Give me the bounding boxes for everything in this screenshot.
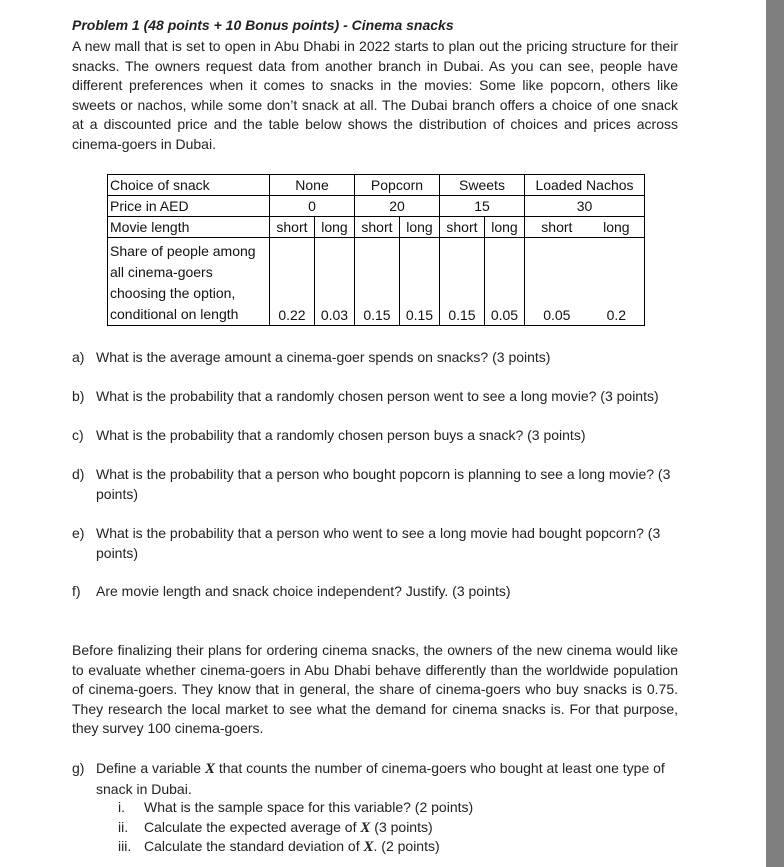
share-cell: 0.03 bbox=[314, 238, 354, 326]
viewer-scrollbar[interactable] bbox=[766, 0, 784, 867]
sub-text: What is the sample space for this variable? (2 points) bbox=[144, 799, 474, 815]
question-label: b) bbox=[72, 388, 85, 404]
sub-question-iii bbox=[118, 837, 440, 858]
share-cell: 0.15 bbox=[399, 238, 439, 326]
question-text: What is the probability that a randomly chosen person buys a snack? (3 points) bbox=[96, 427, 586, 443]
sub-text-post: (3 points) bbox=[370, 819, 433, 835]
length-cell: long bbox=[589, 217, 645, 238]
sub-text: Calculate the expected average of bbox=[144, 819, 361, 835]
price-sweets: 15 bbox=[440, 196, 525, 217]
g-text-pre: Define a variable bbox=[96, 760, 205, 776]
question-text bbox=[96, 759, 676, 799]
problem-subtitle: Cinema snacks bbox=[351, 17, 454, 33]
price-loaded-nachos: 30 bbox=[525, 196, 645, 217]
table-row-price bbox=[108, 196, 645, 217]
sub-question-ii bbox=[118, 818, 433, 839]
question-label: g) bbox=[72, 760, 85, 776]
question-label: c) bbox=[72, 427, 84, 443]
option-popcorn: Popcorn bbox=[355, 175, 440, 196]
variable-x: X bbox=[360, 820, 371, 836]
length-cell: long bbox=[484, 217, 524, 238]
problem-heading bbox=[72, 17, 454, 33]
option-none: None bbox=[270, 175, 355, 196]
variable-x: X bbox=[204, 761, 215, 777]
length-cell: short bbox=[525, 217, 589, 238]
row-label-length: Movie length bbox=[108, 217, 270, 238]
share-cell: 0.22 bbox=[270, 238, 315, 326]
question-text: What is the probability that a person who went to see a long movie had bought popcorn? (3 points) bbox=[96, 525, 661, 561]
option-loaded-nachos: Loaded Nachos bbox=[525, 175, 645, 196]
row-label-price: Price in AED bbox=[108, 196, 270, 217]
question-label: e) bbox=[72, 525, 85, 541]
title-separator: - bbox=[339, 17, 352, 33]
share-cell: 0.05 bbox=[525, 238, 589, 326]
price-none: 0 bbox=[270, 196, 355, 217]
table-row-length bbox=[108, 217, 645, 238]
share-cell: 0.05 bbox=[484, 238, 524, 326]
row-label-share: Share of people among all cinema-goers choosing the option, conditional on length bbox=[108, 238, 270, 326]
price-popcorn: 20 bbox=[355, 196, 440, 217]
option-sweets: Sweets bbox=[440, 175, 525, 196]
problem-title: Problem 1 (48 points + 10 Bonus points) bbox=[72, 17, 340, 33]
question-text: What is the probability that a randomly chosen person went to see a long movie? (3 points) bbox=[96, 388, 659, 404]
g-text-post: that counts the number of cinema-goers who bought at least one type of snack in Dubai. bbox=[96, 760, 665, 797]
sub-number: iii. bbox=[118, 838, 132, 854]
share-cell: 0.15 bbox=[355, 238, 400, 326]
length-cell: short bbox=[355, 217, 400, 238]
part2-paragraph: Before finalizing their plans for ordering cinema snacks, the owners of the new cinema would like to evaluate whether cinema-goers in Abu Dhabi behave differently than the worldwide population of cinema-goers. They know that in general, the share of cinema-goers who buy snacks is 0.75. They research the local market to see what the demand for cinema snacks is. For that purpose, they survey 100 cinema-goers. bbox=[72, 642, 678, 737]
sub-text-post: . (2 points) bbox=[373, 838, 440, 854]
question-text: Are movie length and snack choice independent? Justify. (3 points) bbox=[96, 583, 511, 599]
variable-x: X bbox=[363, 839, 374, 855]
sub-number: i. bbox=[118, 799, 125, 815]
question-text: What is the probability that a person who bought popcorn is planning to see a long movie? (3 points) bbox=[96, 466, 671, 502]
length-cell: long bbox=[399, 217, 439, 238]
table-row-choice bbox=[108, 175, 645, 196]
table-row-share bbox=[108, 238, 645, 326]
sub-text: Calculate the standard deviation of bbox=[144, 838, 364, 854]
question-label: a) bbox=[72, 349, 85, 365]
share-cell: 0.15 bbox=[440, 238, 485, 326]
sub-question-i bbox=[118, 798, 473, 818]
question-label: f) bbox=[72, 583, 81, 599]
question-label: d) bbox=[72, 466, 85, 482]
share-cell: 0.2 bbox=[589, 238, 645, 326]
snack-table bbox=[107, 174, 645, 326]
sub-number: ii. bbox=[118, 819, 129, 835]
intro-paragraph: A new mall that is set to open in Abu Dhabi in 2022 starts to plan out the pricing structure for their snacks. The owners request data from another branch in Dubai. As you can see, people have different preferences when it comes to snacks in the movies: Some like popcorn, others like sweets or nachos, while some don’t snack at all. The Dubai branch offers a choice of one snack at a discounted price and the table below shows the distribution of choices and prices across cinema-goers in Dubai. bbox=[72, 38, 678, 152]
question-text: What is the average amount a cinema-goer spends on snacks? (3 points) bbox=[96, 349, 551, 365]
length-cell: short bbox=[270, 217, 315, 238]
row-label-choice: Choice of snack bbox=[108, 175, 270, 196]
length-cell: short bbox=[440, 217, 485, 238]
length-cell: long bbox=[314, 217, 354, 238]
